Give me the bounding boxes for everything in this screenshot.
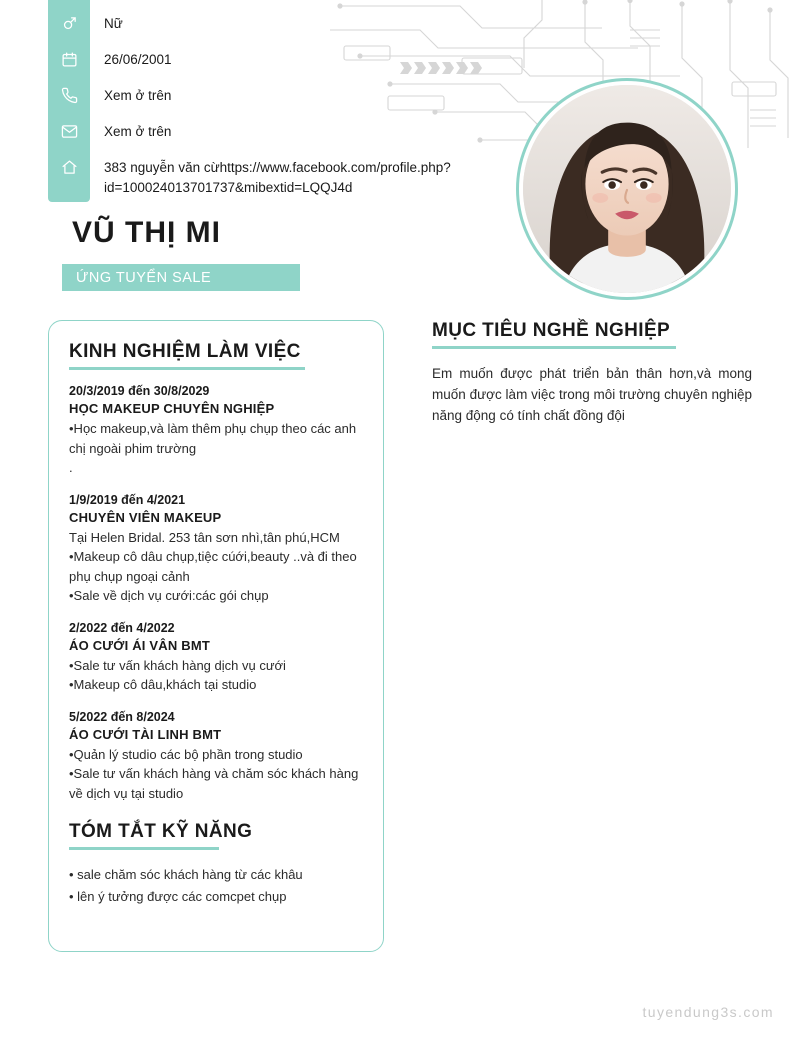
contact-value-address: 383 nguyễn văn cừhttps://www.facebook.com/profile.php?id=100024013701737&mibextid=LQQJ4d (104, 160, 451, 195)
experience-title: KINH NGHIỆM LÀM VIỆC (69, 341, 301, 362)
objective-title: MỤC TIÊU NGHỀ NGHIỆP (432, 320, 671, 341)
phone-icon (48, 86, 90, 104)
calendar-icon (48, 50, 90, 68)
email-icon (48, 122, 90, 140)
contact-value-birthday: 26/06/2001 (104, 52, 172, 67)
experience-role: CHUYÊN VIÊN MAKEUP (69, 509, 222, 525)
watermark: tuyendung3s.com (642, 1004, 774, 1020)
skills-underline (69, 847, 219, 850)
avatar-photo (523, 85, 731, 293)
objective-underline (432, 346, 676, 349)
skill-item: • lên ý tưởng được các comcpet chụp (69, 889, 287, 904)
experience-role: ÁO CƯỚI TÀI LINH BMT (69, 726, 222, 742)
objective-section (432, 320, 752, 426)
home-icon (48, 158, 90, 176)
experience-detail: •Makeup cô dâu,khách tại studio (69, 677, 257, 692)
skill-item: • sale chăm sóc khách hàng từ các khâu (69, 867, 303, 882)
status-badge: ỨNG TUYỂN SALE (62, 264, 300, 291)
experience-item (69, 493, 363, 606)
experience-detail: •Makeup cô dâu chụp,tiệc cúới,beauty ..và đi theo phụ chụp ngoại cảnh (69, 549, 357, 584)
experience-card (48, 320, 384, 952)
experience-date: 2/2022 đến 4/2022 (69, 620, 175, 635)
experience-detail: . (69, 460, 73, 475)
experience-item (69, 710, 363, 804)
contact-row-birthday (48, 50, 498, 75)
experience-detail: •Học makeup,và làm thêm phụ chụp theo các anh chị ngoài phim trường (69, 421, 357, 456)
page-title: VŨ THỊ MI (72, 216, 221, 249)
experience-detail: •Sale về dịch vụ cưới:các gói chụp (69, 588, 269, 603)
experience-date: 5/2022 đến 8/2024 (69, 709, 175, 724)
experience-role: ÁO CƯỚI ÁI VÂN BMT (69, 637, 211, 653)
contact-value-email: Xem ở trên (104, 124, 172, 139)
contact-row-email (48, 122, 498, 147)
skills-section (69, 821, 363, 908)
objective-text: Em muốn được phát triển bản thân hơn,và mong muốn được làm việc trong môi trường chuyên nghiệp năng động có tính chất đồng đội (432, 366, 752, 423)
contact-value-phone: Xem ở trên (104, 88, 172, 103)
contact-row-phone (48, 86, 498, 111)
experience-item (69, 621, 363, 695)
contact-row-gender (48, 14, 498, 39)
experience-detail: Tại Helen Bridal. 253 tân sơn nhì,tân phú,HCM (69, 529, 340, 545)
experience-detail: •Quản lý studio các bộ phần trong studio (69, 746, 303, 762)
experience-underline (69, 367, 305, 370)
contact-value-gender: Nữ (104, 16, 123, 31)
contact-list (48, 14, 498, 209)
skills-title: TÓM TẮT KỸ NĂNG (69, 821, 253, 842)
contact-row-address (48, 158, 498, 198)
experience-date: 1/9/2019 đến 4/2021 (69, 492, 186, 507)
experience-detail: •Sale tư vấn khách hàng dịch vụ cưới (69, 657, 286, 673)
experience-item (69, 384, 363, 478)
experience-date: 20/3/2019 đến 30/8/2029 (69, 384, 210, 398)
avatar (516, 78, 738, 300)
gender-icon (48, 14, 90, 32)
experience-role: HỌC MAKEUP CHUYÊN NGHIỆP (69, 401, 275, 416)
experience-detail: •Sale tư vấn khách hàng và chăm sóc khách hàng về dịch vụ tại studio (69, 766, 359, 801)
